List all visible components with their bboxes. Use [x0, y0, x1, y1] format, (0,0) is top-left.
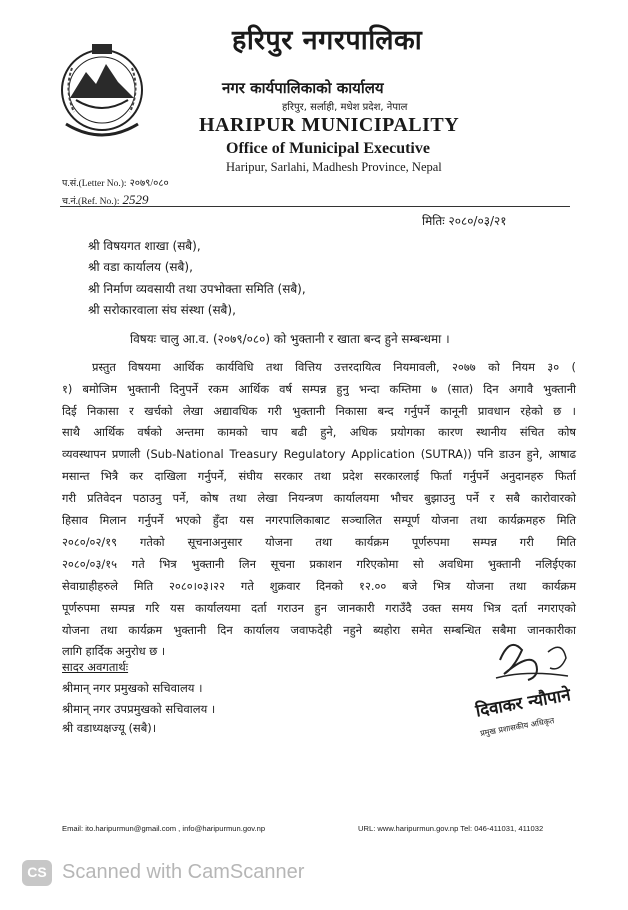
- letter-number: [62, 175, 169, 189]
- body-line: दिई निकासा र खर्चको लेखा अद्यावधिक गरी भुक्तानी निकासा बन्द गर्नुपर्ने कानूनी प्रावधान रहेको छ ।: [62, 404, 576, 418]
- camscanner-logo-text: CS: [27, 864, 47, 880]
- body-line: साथै आर्थिक वर्षको अन्तमा कामको चाप बढी हुने, अधिक प्रयोगका कारण स्थानीय संचित कोष: [62, 425, 576, 439]
- recipient-line: श्री विषयगत शाखा (सबै),: [88, 239, 201, 253]
- signature-stamp: [470, 630, 582, 740]
- letter-number-label: प.सं.(Letter No.):: [62, 179, 127, 189]
- signatory-title: प्रमुख प्रशासकीय अधिकृत: [479, 716, 556, 738]
- body-line: लागि हार्दिक अनुरोध छ ।: [62, 644, 166, 658]
- signatory-name: दिवाकर न्यौपाने: [474, 685, 573, 722]
- footer-email: Email: ito.haripurmun@gmail.com , info@haripurmun.gov.np: [62, 824, 266, 833]
- body-line: १) बमोजिम भुक्तानी दिनुपर्ने रकम आर्थिक वर्ष सम्पन्न हुनु भन्दा कम्तिमा ७ (सात) दिन अगावै भुक्तानी: [62, 382, 576, 396]
- cc-item: श्रीमान् नगर प्रमुखको सचिवालय ।: [62, 681, 203, 695]
- body-line: योजना तथा कार्यक्रम भुक्तानी दिन कार्यालय जवाफदेही नहुने ब्यहोरा समेत सम्बन्धित सबैमा जानकारीका: [62, 623, 576, 637]
- body-line: गरी प्रतिवेदन पठाउनु पर्ने, कोष तथा लेखा नियन्त्रण कार्यालयमा भौचर बुझाउनु पर्ने र सबै कारोवारको: [62, 491, 576, 505]
- footer-url: URL: www.haripurmun.gov.np Tel: 046-411031, 411032: [358, 824, 544, 833]
- camscanner-watermark: Scanned with CamScanner: [62, 861, 305, 883]
- cc-item: श्री वडाध्यक्षज्यू (सबै)।: [62, 721, 157, 735]
- cc-heading: सादर अवगतार्थः: [62, 660, 129, 674]
- letter-number-value: २०७९/०८०: [129, 178, 169, 189]
- body-line: पूर्णरुपमा सम्पन्न गरि यस कार्यालयमा दर्ता गराउन हुन जानकारी गराउँदै उक्त समय भित्र दर्ता नगराएको: [62, 601, 576, 615]
- body-line: २०८०/०२/१९ गतेको सूचनाअनुसार योजना तथा कार्यक्रम पूर्णरुपमा सम्पन्न गरी मिति: [62, 535, 576, 549]
- body-line: व्यवस्थापन प्रणाली (Sub-National Treasury Regulatory Application (SUTRA)) पनि डाउन हुने, आषाढ: [62, 447, 576, 461]
- body-line: हिसाव मिलान गर्नुपर्ने भएको हुँदा यस नगरपालिकाबाट सञ्चालित सम्पूर्ण योजना तथा कार्यक्रमहरु मिति: [62, 513, 576, 527]
- municipality-title-np: हरिपुर नगरपालिका: [232, 25, 423, 56]
- recipient-line: श्री सरोकारवाला संघ संस्था (सबै),: [88, 303, 236, 317]
- body-line: सेवाग्राहीहरुले मिति २०८०।०३।२२ गते शुक्रवार दिनको १२.०० बजे भित्र योजना तथा कार्यक्रम: [62, 579, 576, 593]
- office-title-np: नगर कार्यपालिकाको कार्यालय: [222, 79, 384, 97]
- body-line: मसान्त भित्रै कर दाखिला गर्नुपर्ने, संघीय सरकार तथा प्रदेश सरकारलाई फिर्ता गर्नुपर्ने अनुदानहरु फिर्ता: [62, 469, 576, 483]
- recipient-line: श्री वडा कार्यालय (सबै),: [88, 260, 193, 274]
- municipality-emblem-icon: [56, 38, 148, 150]
- reference-number-label: च.नं.(Ref. No.):: [62, 197, 120, 207]
- body-line: प्रस्तुत विषयमा आर्थिक कार्यविधि तथा वित्तिय उत्तरदायित्व नियमावली, २०७७ को नियम ३० (: [92, 360, 576, 374]
- address-np: हरिपुर, सर्लाही, मधेश प्रदेश, नेपाल: [282, 102, 408, 113]
- subject-line: विषयः चालु आ.व. (२०७९/०८०) को भुक्तानी र खाता बन्द हुने सम्बन्धमा ।: [130, 332, 450, 346]
- office-title-en: Office of Municipal Executive: [226, 140, 430, 157]
- reference-number-value: 2529: [122, 192, 149, 207]
- cc-item: श्रीमान् नगर उपप्रमुखको सचिवालय ।: [62, 702, 216, 716]
- address-en: Haripur, Sarlahi, Madhesh Province, Nepal: [226, 160, 442, 174]
- header-divider: [60, 206, 570, 207]
- municipality-title-en: HARIPUR MUNICIPALITY: [199, 114, 460, 136]
- letter-date: मितिः २०८०/०३/२१: [422, 214, 507, 228]
- camscanner-logo-icon: [22, 860, 52, 886]
- recipient-line: श्री निर्माण व्यवसायी तथा उपभोक्ता समिति (सबै),: [88, 282, 306, 296]
- body-line: २०८०/०३/१५ गते भित्र भुक्तानी लिन सूचना प्रकाशन गरिएकोमा सो अवधिमा भुक्तानी नलिईएका: [62, 557, 576, 571]
